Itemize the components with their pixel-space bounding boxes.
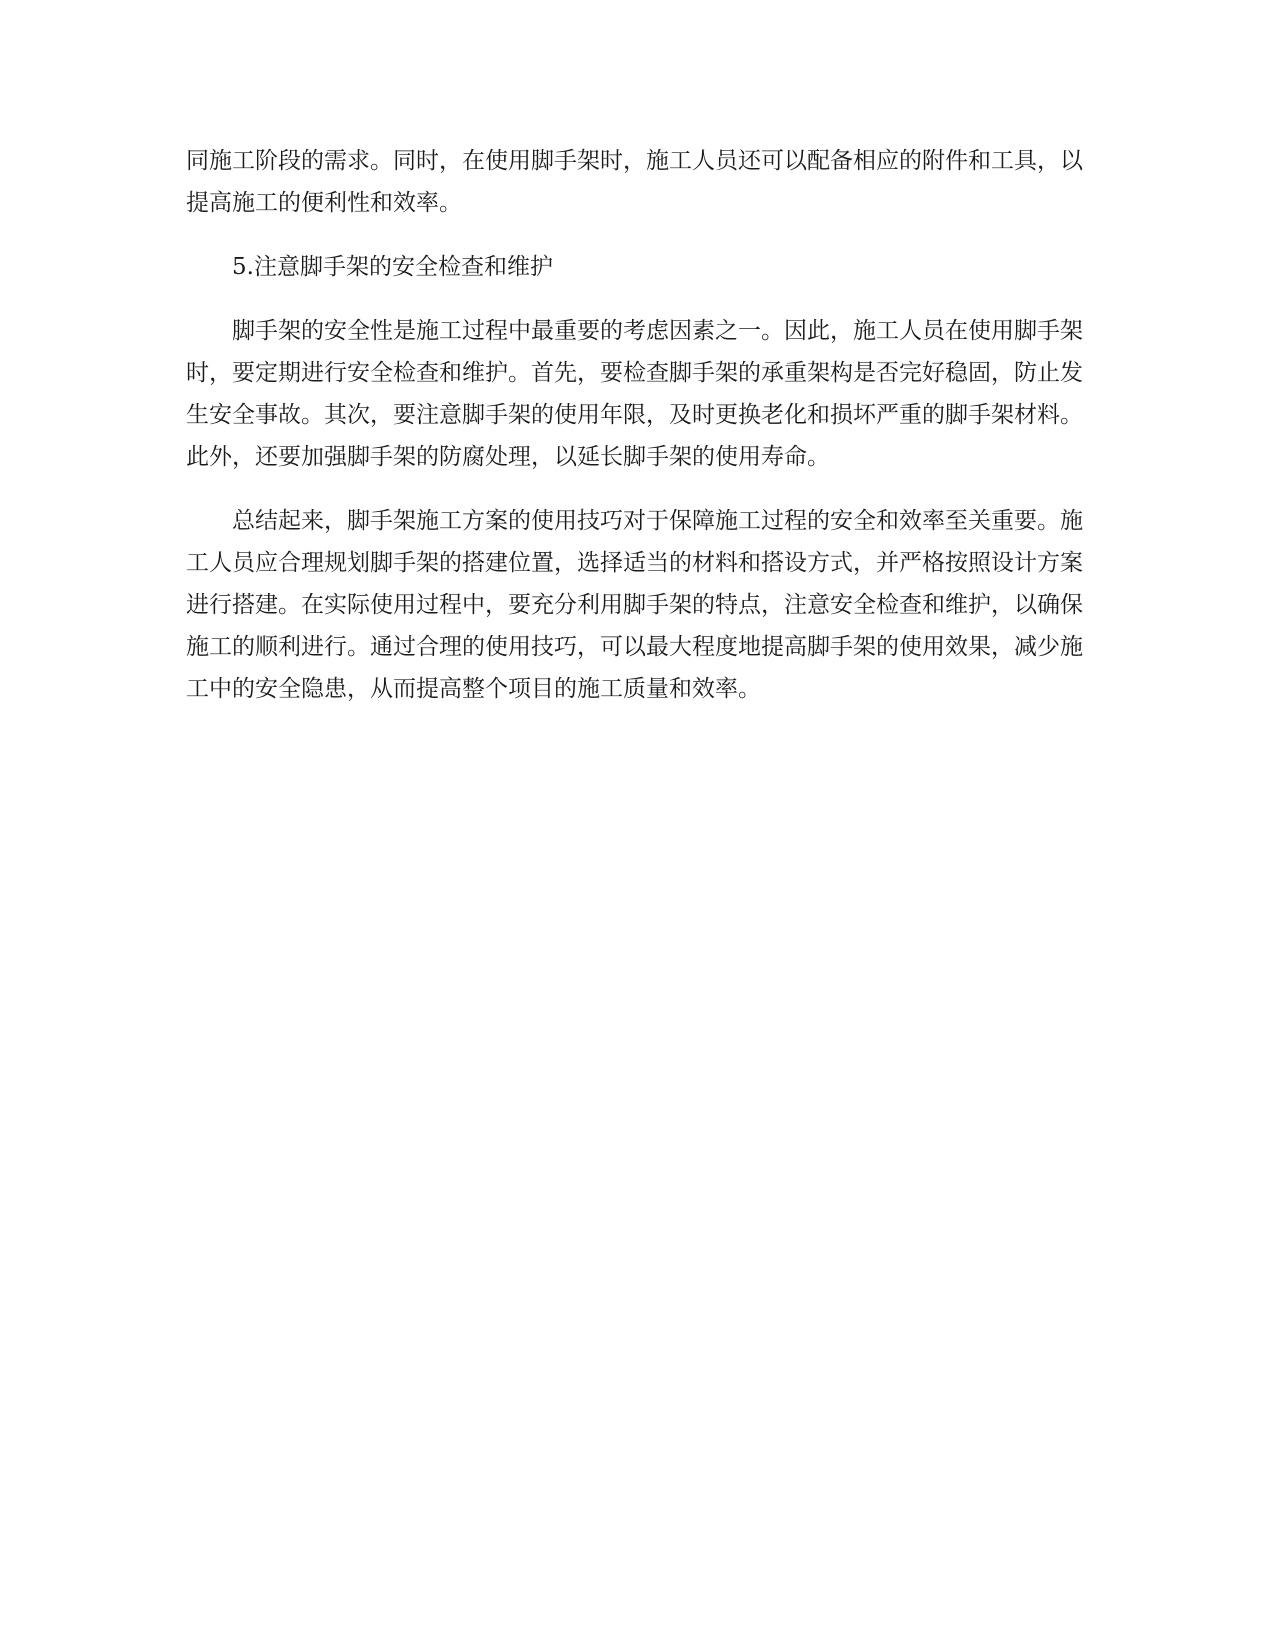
section-heading: 5.注意脚手架的安全检查和维护 — [232, 254, 553, 280]
safety-paragraph: 脚手架的安全性是施工过程中最重要的考虑因素之一。因此，施工人员在使用脚手架时，要定期进行安全检查和维护。首先，要检查脚手架的承重架构是否完好稳固，防止发生安全事故。其次，要注意脚手架的使用年限，及时更换老化和损坏严重的脚手架材料。此外，还要加强脚手架的防腐处理，以延长脚手架的使用寿命。 — [186, 318, 1083, 470]
continuation-paragraph: 同施工阶段的需求。同时，在使用脚手架时，施工人员还可以配备相应的附件和工具，以提高施工的便利性和效率。 — [186, 148, 1083, 216]
summary-paragraph: 总结起来，脚手架施工方案的使用技巧对于保障施工过程的安全和效率至关重要。施工人员应合理规划脚手架的搭建位置，选择适当的材料和搭设方式，并严格按照设计方案进行搭建。在实际使用过程中，要充分利用脚手架的特点，注意安全检查和维护，以确保施工的顺利进行。通过合理的使用技巧，可以最大程度地提高脚手架的使用效果，减少施工中的安全隐患，从而提高整个项目的施工质量和效率。 — [186, 508, 1083, 702]
document-body — [186, 140, 1096, 732]
